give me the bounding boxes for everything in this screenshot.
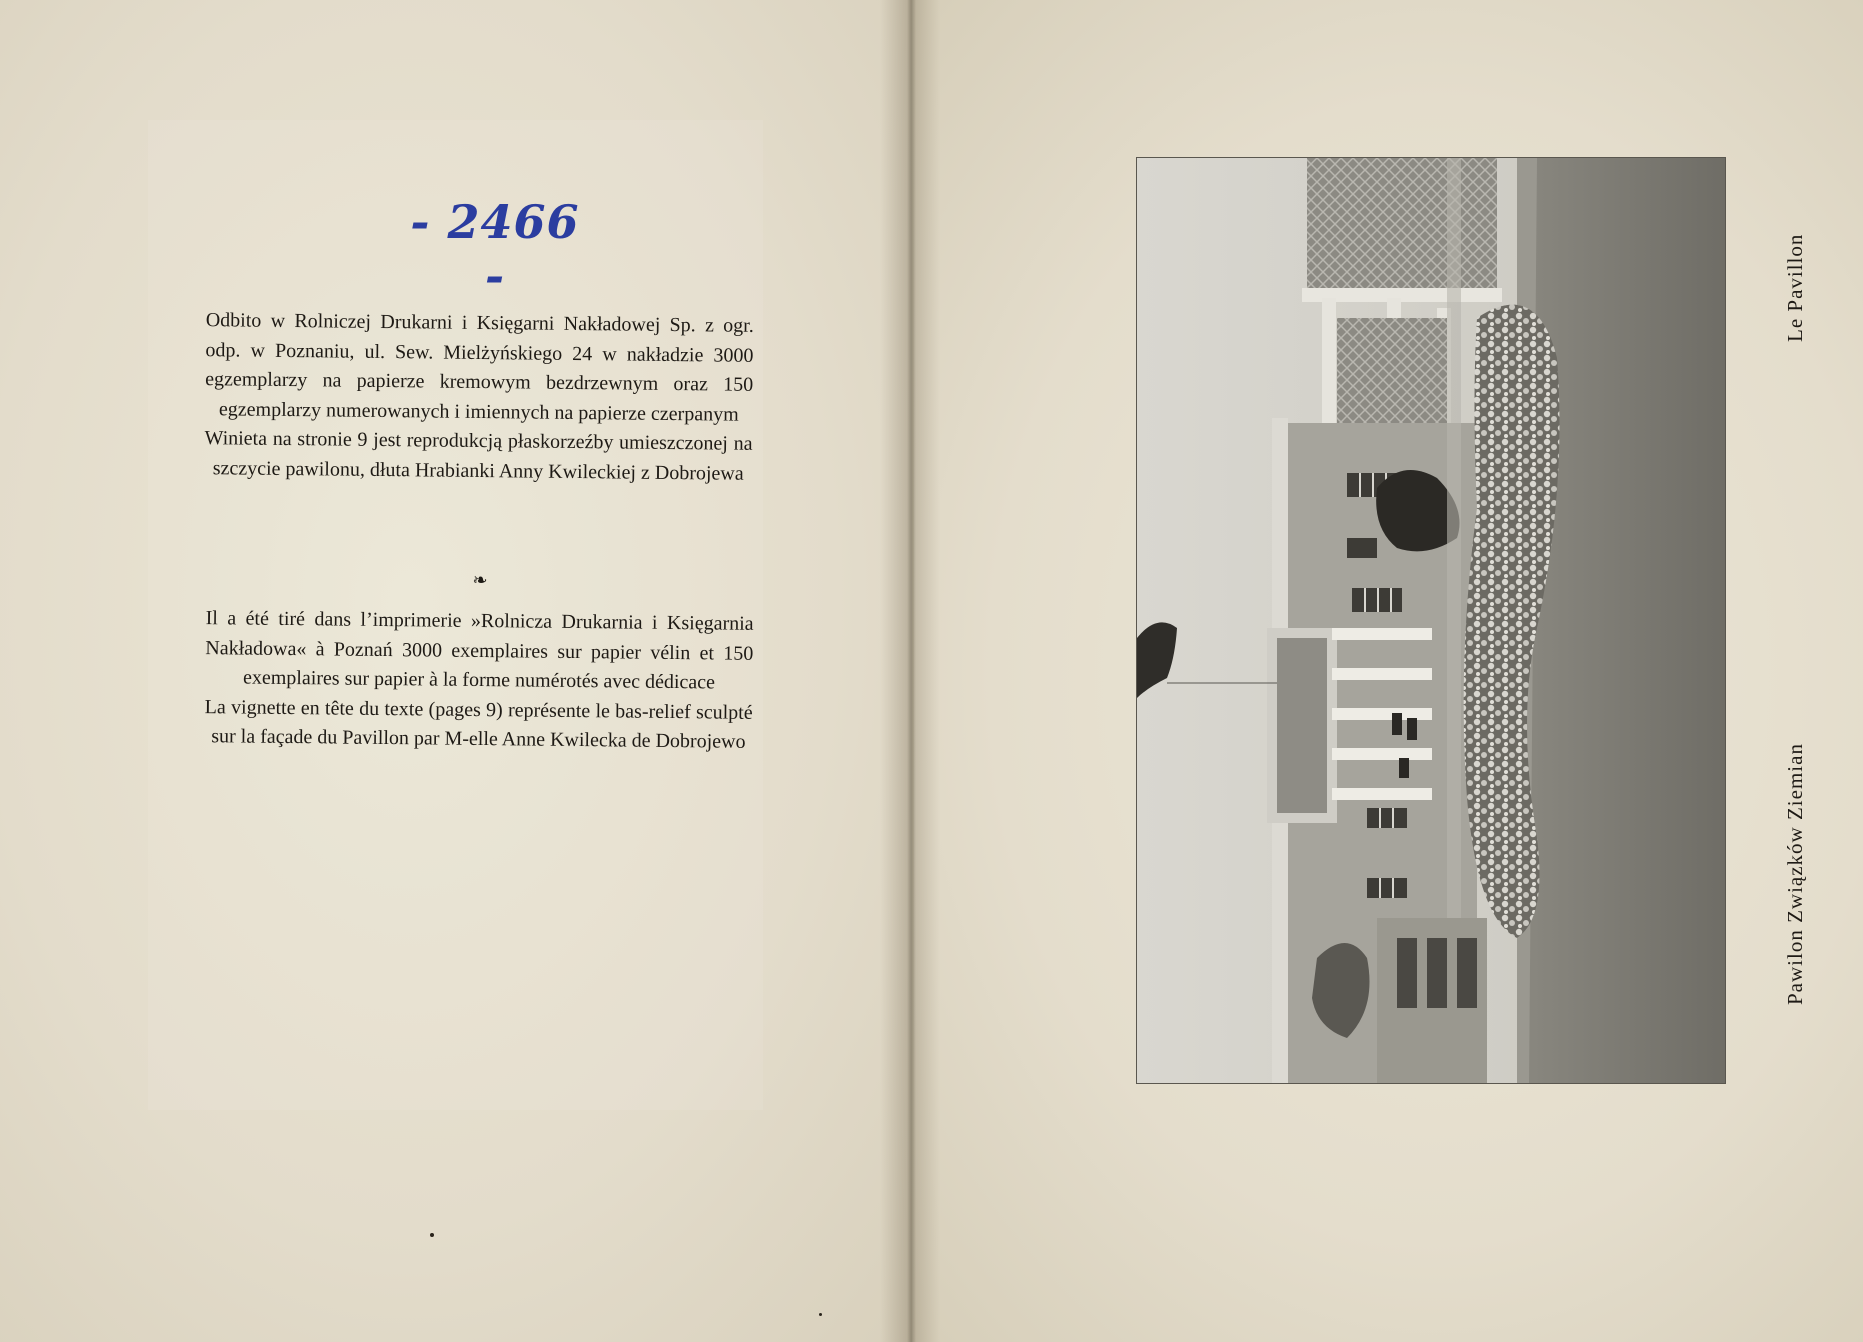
copy-number: - 2466 -: [410, 195, 580, 303]
ink-speck: [430, 1233, 434, 1237]
book-gutter: [880, 0, 940, 1342]
left-page: [0, 0, 912, 1342]
french-colophon-vignette: La vignette en tête du texte (pages 9) représente le bas-relief sculpté sur la façade du Pavillon par M-elle Anne Kwilecka de Dobrojewo: [204, 695, 753, 753]
caption-polish: Pawilon Związków Ziemian: [1783, 743, 1807, 1005]
polish-colophon-vignette: Winieta na stronie 9 jest reprodukcją płaskorzeźby umieszczonej na szczycie pawilonu, dłuta Hrabianki Anny Kwileckiej z Dobrojewa: [204, 427, 753, 485]
polish-colophon: [204, 306, 754, 489]
french-colophon-printing: Il a été tiré dans l’imprimerie »Rolnicza Drukarnia i Księgarnia Nakładowa« à Poznań 3000 exemplaires sur papier vélin et 150 exemplaires sur papier à la forme numérotés avec dédicace: [205, 607, 754, 694]
french-colophon: [204, 604, 754, 757]
fleuron-icon: ❧: [472, 570, 488, 590]
caption-french: Le Pavillon: [1783, 233, 1807, 342]
caption-column: [1783, 170, 1813, 1070]
pavilion-photo: [1136, 157, 1726, 1084]
polish-colophon-printing: Odbito w Rolniczej Drukarni i Księgarni Nakładowej Sp. z ogr. odp. w Poznaniu, ul. Sew. Mielżyńskiego 24 w nakładzie 3000 egzemplarzy na papierze kremowym bezdrzewnym oraz 150 egzemplarzy numerowanych i imiennych na papierze czerpanym: [205, 309, 754, 426]
ink-speck: [819, 1313, 822, 1316]
